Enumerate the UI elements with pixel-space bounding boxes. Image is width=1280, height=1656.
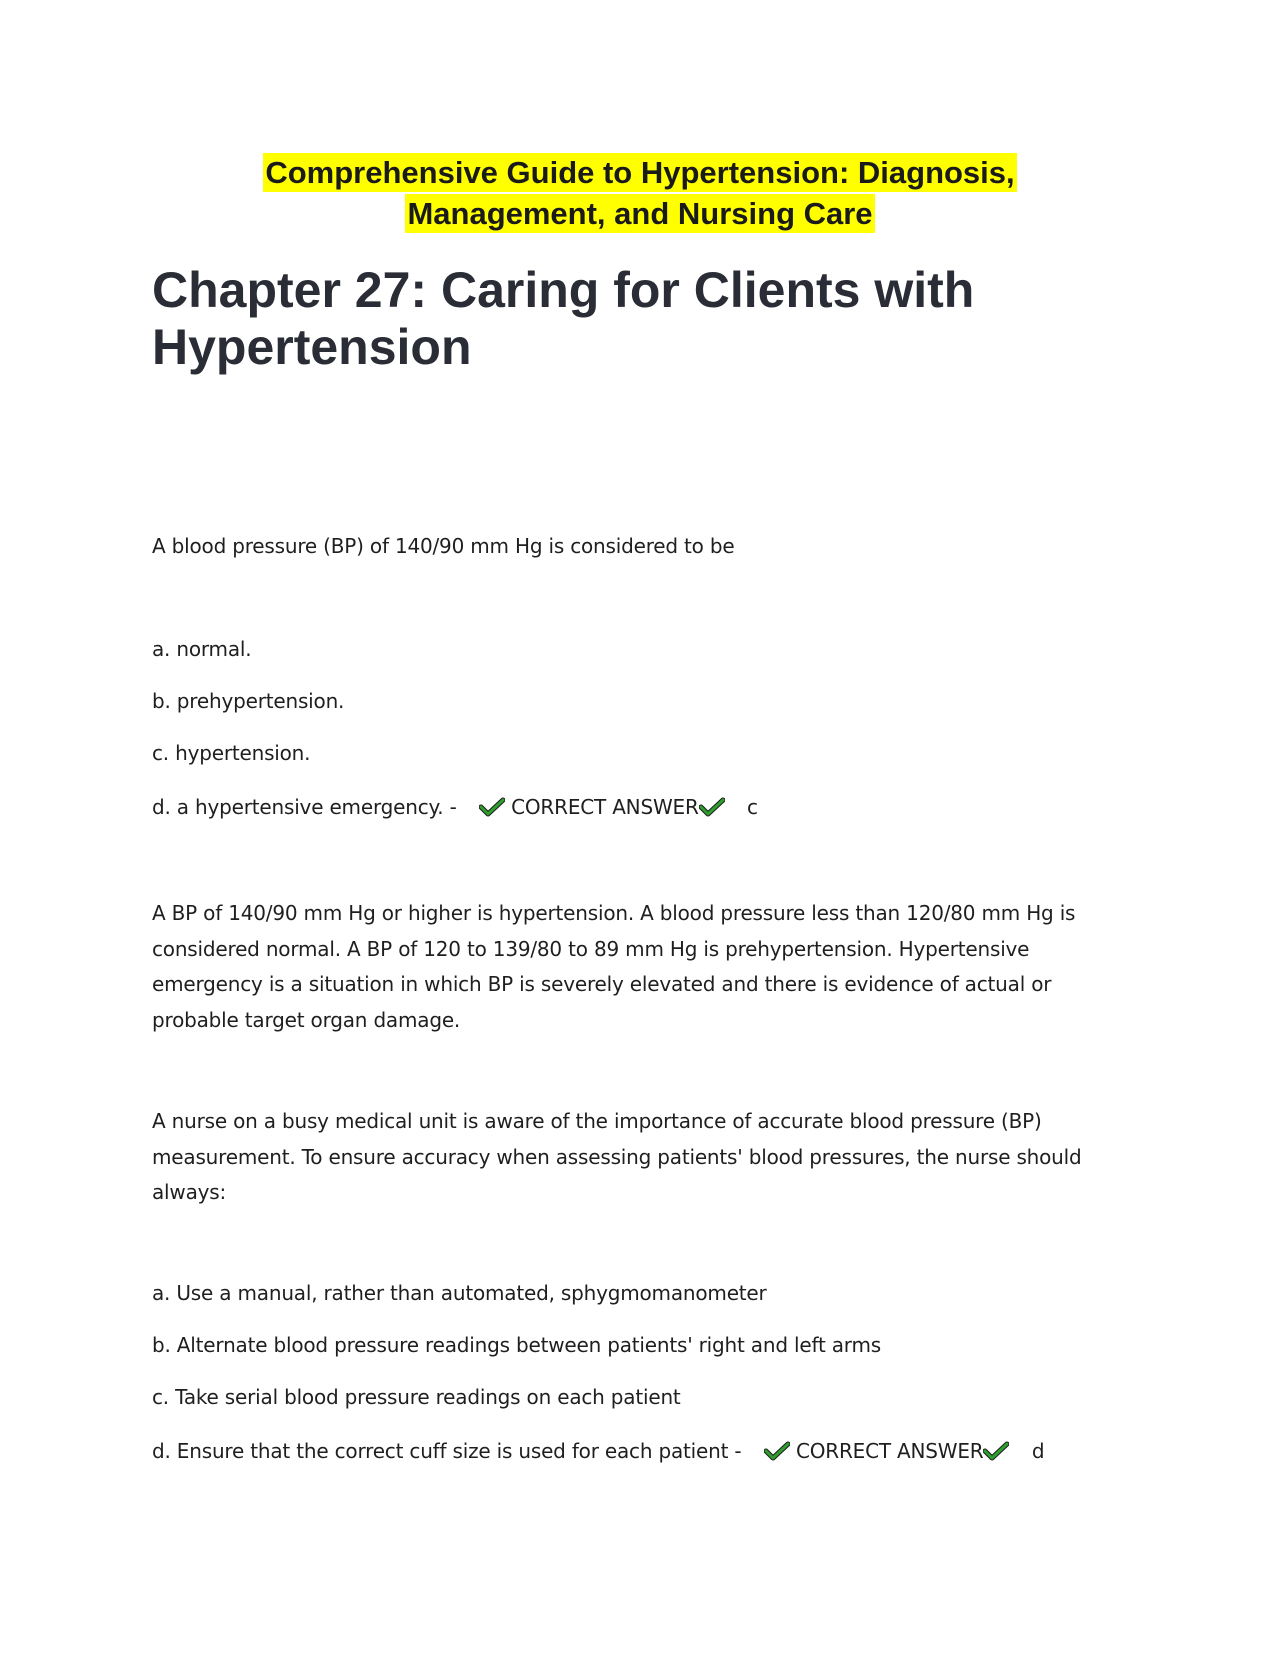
q1-option-b: b. prehypertension.	[152, 689, 345, 713]
q1-option-d	[152, 795, 758, 819]
title-line-2: Management, and Nursing Care	[407, 196, 873, 231]
q2-option-c: c. Take serial blood pressure readings on each patient	[152, 1385, 681, 1409]
q2-answer-letter: d	[1031, 1439, 1045, 1463]
question-1-text: A blood pressure (BP) of 140/90 mm Hg is considered to be	[152, 534, 735, 558]
q1-rationale: A BP of 140/90 mm Hg or higher is hypertension. A blood pressure less than 120/80 mm Hg is considered normal. A BP of 120 to 139/80 to 89 mm Hg is prehypertension. Hypertensive emergency is a situation in which BP is severely elevated and there is evidence of actual or probable target organ damage.	[152, 901, 1076, 1032]
question-2-text: A nurse on a busy medical unit is aware of the importance of accurate blood pressure (BP) measurement. To ensure accuracy when assessing patients' blood pressures, the nurse should always:	[152, 1109, 1082, 1204]
check-icon	[764, 1441, 790, 1461]
q1-option-a: a. normal.	[152, 637, 252, 661]
q2-option-d	[152, 1439, 1044, 1463]
q2-option-b: b. Alternate blood pressure readings between patients' right and left arms	[152, 1333, 881, 1357]
check-icon	[699, 797, 725, 817]
q1-option-d-text: d. a hypertensive emergency. -	[152, 795, 457, 819]
q2-correct-answer-label: CORRECT ANSWER	[795, 1439, 984, 1463]
title-line-1: Comprehensive Guide to Hypertension: Diagnosis,	[265, 155, 1015, 190]
check-icon	[983, 1441, 1009, 1461]
q1-answer-letter: c	[747, 795, 758, 819]
q2-option-d-text: d. Ensure that the correct cuff size is used for each patient -	[152, 1439, 742, 1463]
check-icon	[479, 797, 505, 817]
chapter-heading: Chapter 27: Caring for Clients with Hypertension	[152, 262, 975, 375]
q2-option-a: a. Use a manual, rather than automated, sphygmomanometer	[152, 1281, 767, 1305]
q1-option-c: c. hypertension.	[152, 741, 311, 765]
q1-correct-answer-label: CORRECT ANSWER	[511, 795, 699, 819]
document-title	[150, 152, 1130, 234]
